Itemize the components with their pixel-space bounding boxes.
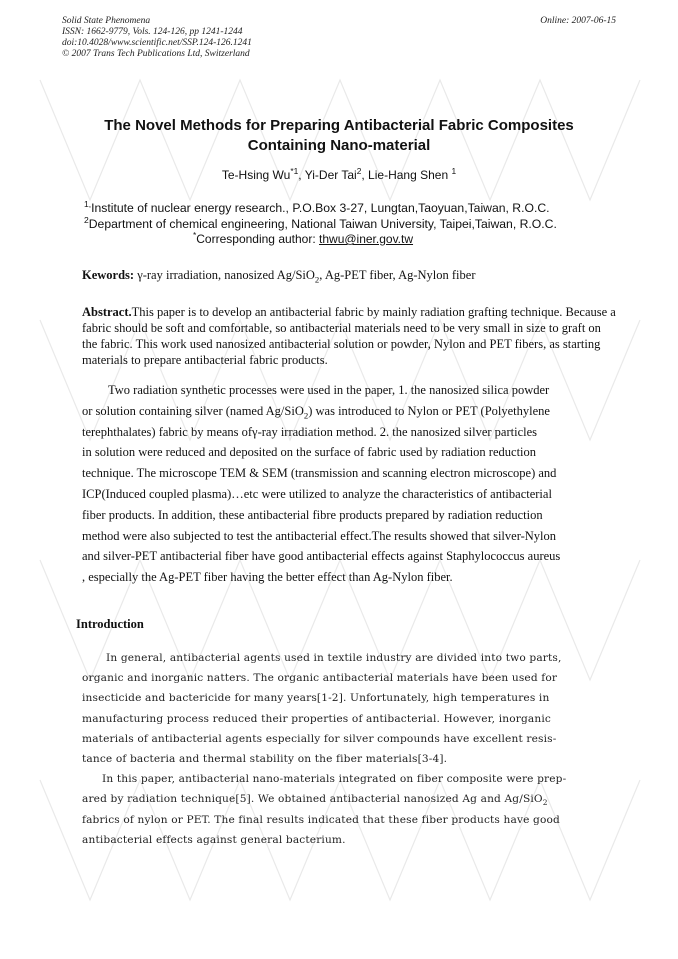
abstract-text: This paper is to develop an antibacterial fabric by mainly radiation grafting technique. Because a fabric should be soft and comfortable, so antibacterial materials need to be very small in size to graft on the fabric. This work used nanosized antibacterial solution or powder, Nylon and PET fibers, as starting materials to prepare antibacterial fabric products. [82, 305, 616, 367]
summary-line-part: ) was introduced to Nylon or PET (Polyethylene [308, 403, 550, 418]
summary-subscript: 2 [303, 410, 309, 421]
author-3: , Lie-Hang Shen [361, 168, 452, 182]
introduction-heading: Introduction [76, 617, 144, 631]
affiliation-2-text: Department of chemical engineering, National Taiwan University, Taipei,Taiwan, R.O.C. [88, 217, 557, 231]
corresponding-mark: * [193, 230, 197, 240]
summary-line-part: or solution containing silver (named Ag/SiO [82, 403, 304, 418]
summary-line: , especially the Ag-PET fiber having the better effect than Ag-Nylon fiber. [82, 570, 453, 585]
abstract-label: Abstract. [82, 305, 132, 319]
summary-line: method were also subjected to test the antibacterial effect.The results showed that silver-Nylon [82, 528, 557, 543]
summary-line: in solution were reduced and deposited on the surface of fabric used by radiation reduction [82, 445, 537, 460]
intro-line: manufacturing process reduced their properties of antibacterial. However, inorganic [82, 712, 551, 725]
author-1: Te-Hsing Wu [221, 168, 291, 182]
summary-paragraph [82, 380, 616, 588]
introduction-paragraph [82, 648, 618, 850]
intro-line: antibacterial effects against general bacterium. [82, 833, 346, 846]
corresponding-author [193, 232, 413, 246]
summary-line: fiber products. In addition, these antibacterial fibre products prepared by radiation reduction [82, 507, 543, 522]
keywords [82, 268, 618, 283]
intro-line: insecticide and bactericide for many years[1-2]. Unfortunately, high temperatures in [82, 692, 550, 705]
corresponding-email-link[interactable]: thwu@iner.gov.tw [319, 232, 414, 246]
summary-line: terephthalates) fabric by means ofγ-ray irradiation method. 2. the nanosized silver particles [82, 424, 538, 439]
summary-line: Two radiation synthetic processes were used in the paper, 1. the nanosized silica powder [108, 383, 550, 397]
affiliation-2 [84, 216, 618, 232]
affiliation-2-mark: 2 [84, 214, 89, 225]
keywords-text-1: γ-ray irradiation, nanosized Ag/SiO [134, 268, 315, 282]
author-1-mark: *1 [290, 166, 299, 176]
author-2: , Yi-Der Tai [298, 168, 357, 182]
intro-line [82, 789, 618, 809]
intro-line: fabrics of nylon or PET. The final results indicated that these fiber products have good [82, 813, 560, 826]
intro-subscript: 2 [542, 798, 548, 808]
intro-line-part: ared by radiation technique[5]. We obtained antibacterial nanosized Ag and Ag/SiO [82, 793, 543, 806]
title-line-2: Containing Nano-material [247, 137, 431, 154]
intro-line: In this paper, antibacterial nano-materials integrated on fiber composite were prep- [102, 773, 567, 786]
title-line-1: The Novel Methods for Preparing Antibacterial Fabric Composites [104, 117, 574, 134]
paper-title [60, 116, 618, 156]
online-date: Online: 2007-06-15 [540, 16, 616, 26]
intro-line: materials of antibacterial agents especially for silver compounds have excellent resis- [82, 732, 557, 745]
summary-line [82, 401, 616, 422]
keywords-text-2: , Ag-PET fiber, Ag-Nylon fiber [319, 268, 476, 282]
summary-line: and silver-PET antibacterial fiber have good antibacterial effects against Staphylococcus aureus [82, 549, 561, 564]
affiliation-1-mark: 1, [84, 198, 92, 209]
keywords-subscript: 2 [314, 274, 320, 285]
journal-name: Solid State Phenomena [62, 16, 151, 26]
summary-line: ICP(Induced coupled plasma)…etc were utilized to analyze the characteristics of antibacterial [82, 486, 552, 501]
summary-line: technique. The microscope TEM & SEM (transmission and scanning electron microscope) and [82, 466, 557, 481]
issn-line: ISSN: 1662-9779, Vols. 124-126, pp 1241-1244 [62, 27, 243, 37]
copyright-line: © 2007 Trans Tech Publications Ltd, Switzerland [62, 49, 250, 59]
intro-line: organic and inorganic natters. The organic antibacterial materials have been used for [82, 672, 558, 685]
keywords-label: Kewords: [82, 268, 135, 282]
corresponding-label: Corresponding author: [196, 232, 320, 246]
author-list [0, 168, 678, 182]
journal-header [62, 16, 616, 60]
intro-line: tance of bacteria and thermal stability on the fiber materials[3-4]. [82, 753, 448, 766]
affiliation-1 [84, 200, 618, 216]
affiliation-1-text: Institute of nuclear energy research., P.O.Box 3-27, Lungtan,Taoyuan,Taiwan, R.O.C. [91, 201, 550, 215]
author-2-mark: 2 [356, 166, 362, 176]
abstract [82, 304, 616, 368]
doi-line: doi:10.4028/www.scientific.net/SSP.124-126.1241 [62, 38, 252, 48]
intro-line: In general, antibacterial agents used in textile industry are divided into two parts, [106, 652, 562, 664]
author-3-mark: 1 [451, 166, 457, 176]
